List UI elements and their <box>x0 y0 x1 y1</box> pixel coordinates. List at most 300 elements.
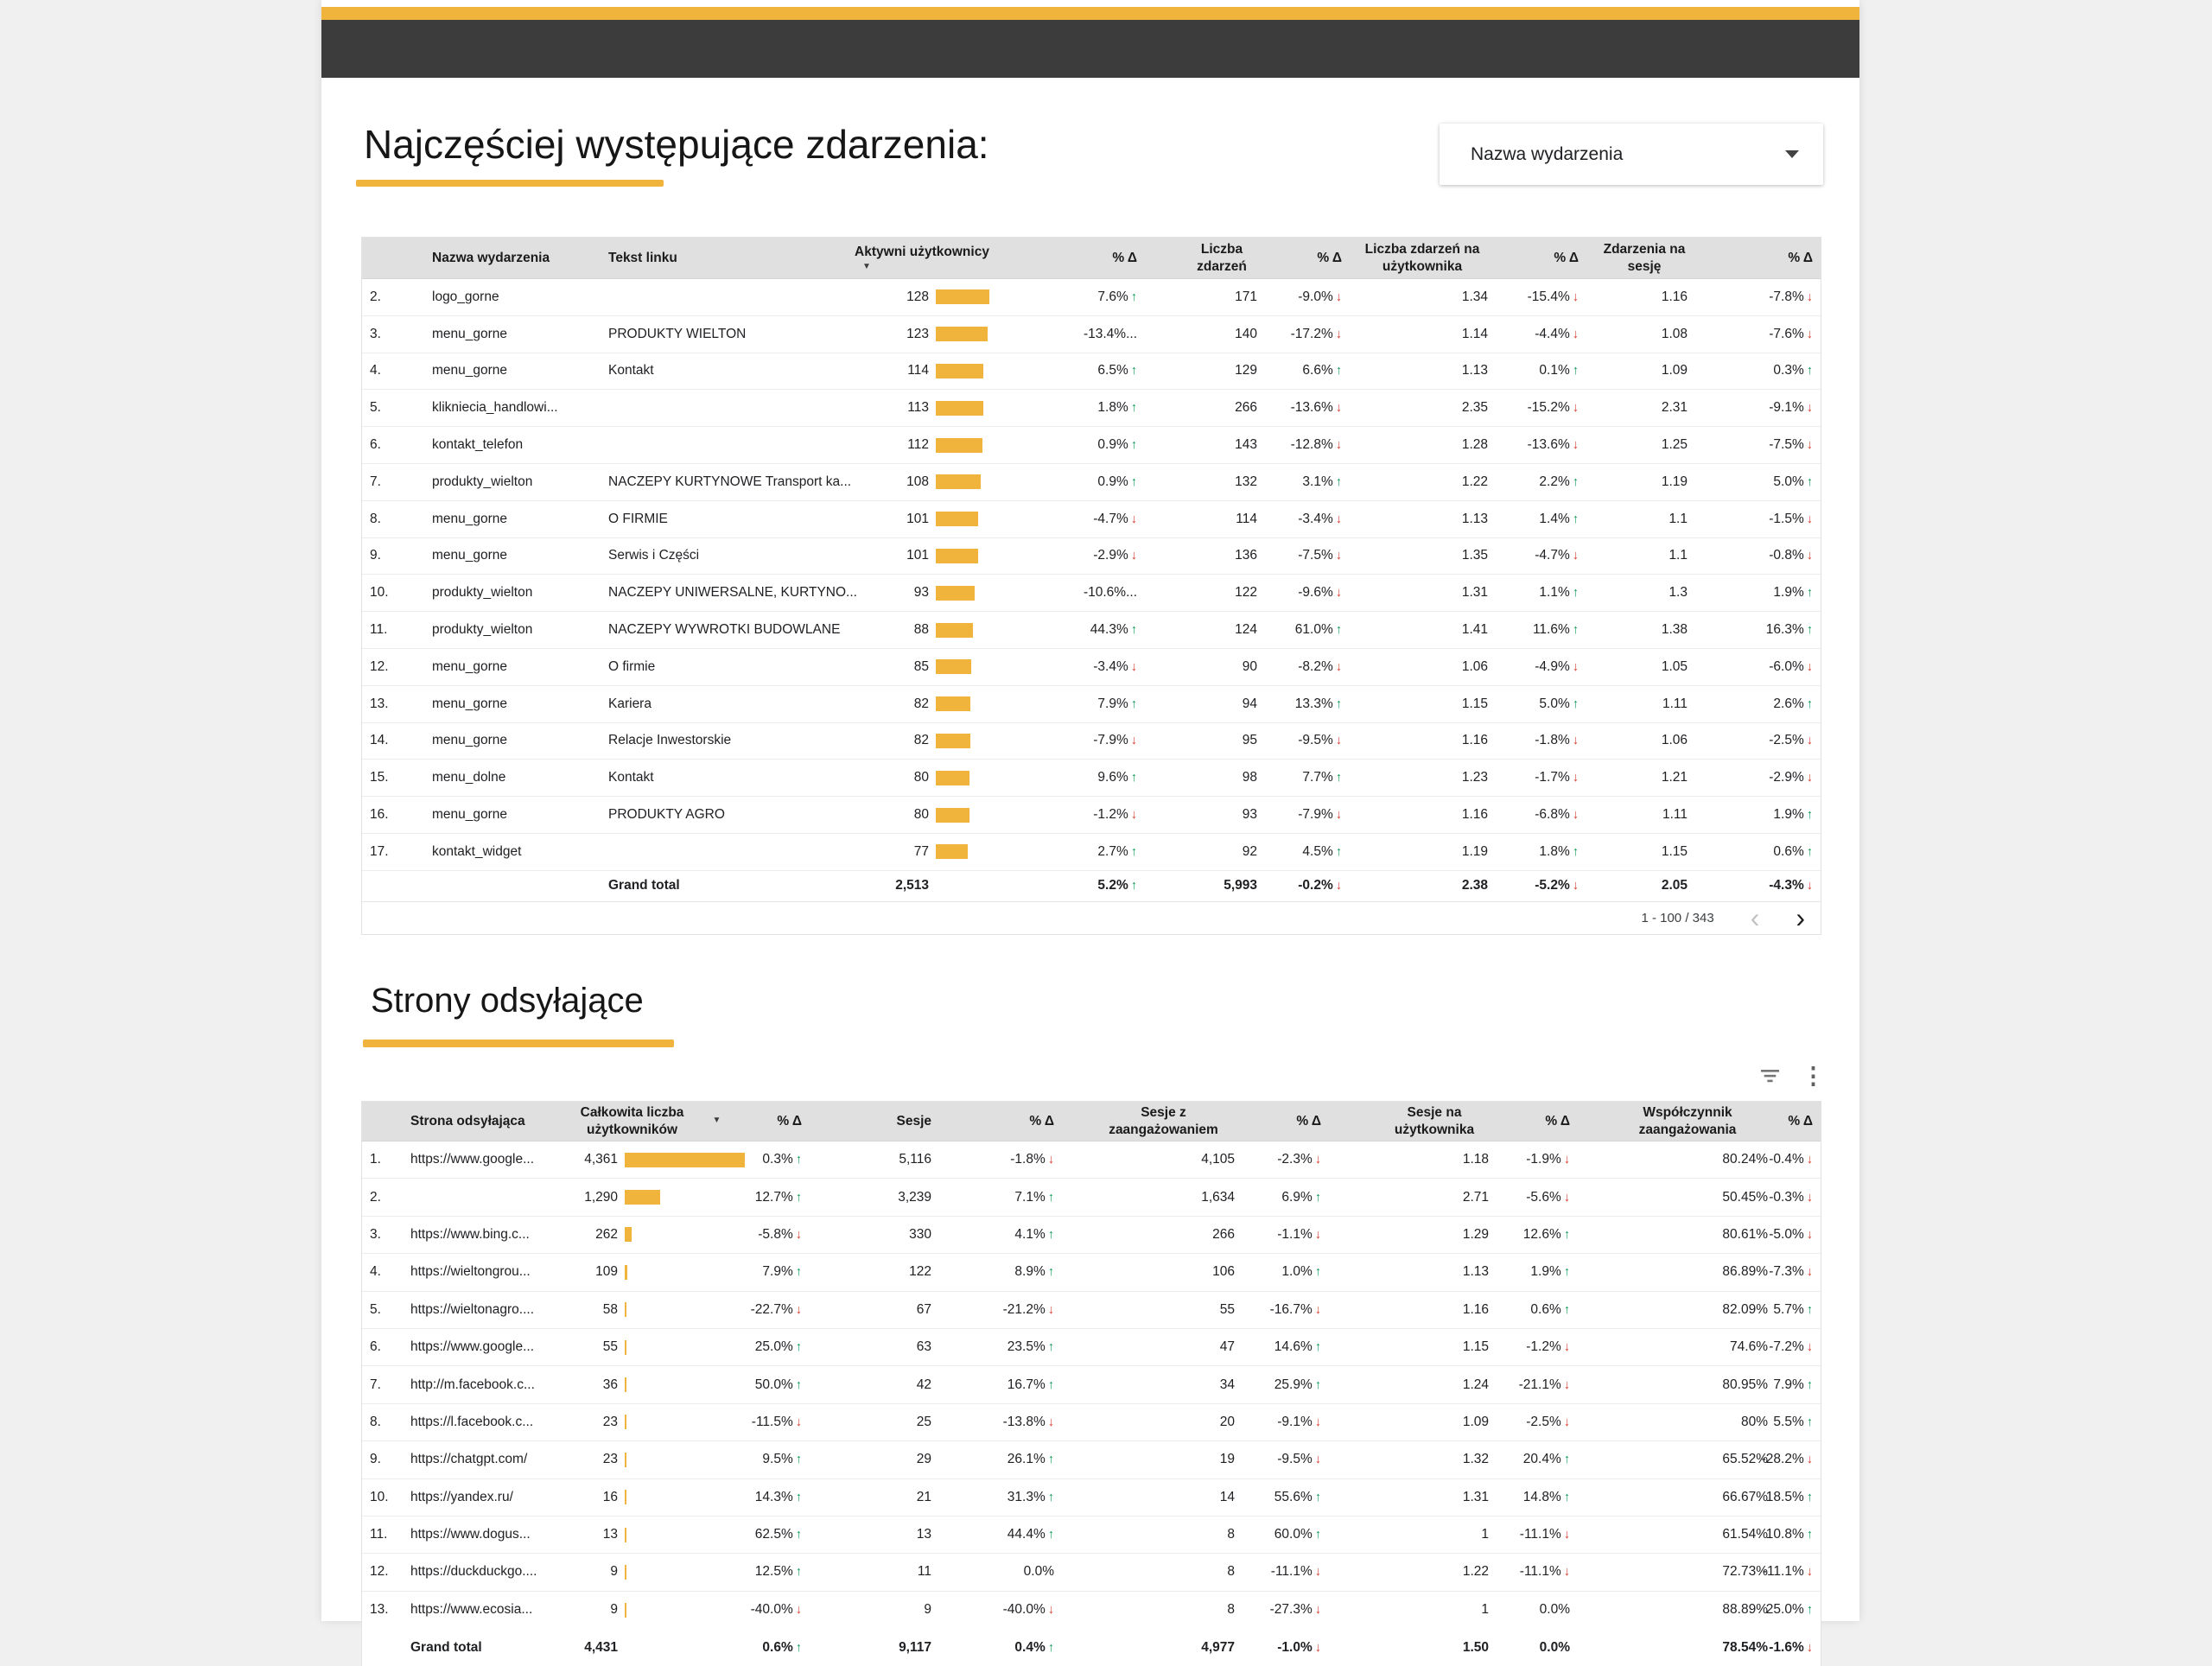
cell-delta-users: -11.5% ↓ <box>751 1414 802 1429</box>
cell-referring-page: Grand total <box>410 1639 482 1655</box>
arrow-up-icon: ↑ <box>1335 474 1342 489</box>
arrow-down-icon: ↓ <box>1314 1415 1321 1429</box>
cell-rank: 10. <box>370 585 389 601</box>
cell-active-users: 113 <box>907 400 929 416</box>
cell-delta-epu: -4.9% ↓ <box>1535 658 1579 674</box>
arrow-down-icon: ↓ <box>1563 1565 1570 1580</box>
header-delta-engaged[interactable]: % Δ <box>1296 1113 1321 1129</box>
cell-delta-epu: 11.6% ↑ <box>1532 622 1579 638</box>
table-row <box>362 797 1821 834</box>
cell-delta-engaged: -16.7% ↓ <box>1269 1301 1321 1317</box>
cell-delta-spu: -11.1% ↓ <box>1519 1564 1570 1580</box>
cell-rank: 14. <box>370 733 389 748</box>
cell-users-bar <box>618 1453 726 1467</box>
cell-delta-sessions: 44.4% ↑ <box>1007 1527 1054 1542</box>
cell-rank: 11. <box>370 622 388 638</box>
value-bar <box>936 734 970 748</box>
cell-delta-rate: 10.8% ↑ <box>1765 1527 1813 1542</box>
arrow-down-icon: ↓ <box>1806 1640 1813 1655</box>
arrow-up-icon: ↑ <box>1047 1227 1054 1242</box>
arrow-up-icon: ↑ <box>1314 1490 1321 1504</box>
cell-delta-eps: 1.9% ↑ <box>1773 807 1813 823</box>
cell-link-text: NACZEPY UNIWERSALNE, KURTYNO... <box>608 585 857 601</box>
pagination-label: 1 - 100 / 343 <box>1641 910 1714 925</box>
cell-link-text: Kariera <box>608 696 652 711</box>
header-delta-epu[interactable]: % Δ <box>1554 250 1579 265</box>
cell-sessions: 330 <box>909 1226 931 1242</box>
value-bar <box>936 512 978 526</box>
cell-active-users: 93 <box>913 585 929 601</box>
cell-total-users: 262 <box>595 1226 618 1242</box>
header-link-text[interactable]: Tekst linku <box>608 250 677 265</box>
cell-delta-events: -9.0% ↓ <box>1298 289 1342 304</box>
cell-rank: 4. <box>370 363 381 378</box>
cell-events-per-user: 1.34 <box>1461 289 1488 304</box>
cell-events-per-user: 1.41 <box>1461 622 1488 638</box>
cell-total-users: 23 <box>602 1452 618 1467</box>
cell-events-per-session: 1.19 <box>1661 474 1688 489</box>
arrow-up-icon: ↑ <box>1335 844 1342 859</box>
cell-link-text: Relacje Inwestorskie <box>608 733 732 748</box>
cell-engaged-sessions: 4,977 <box>1201 1639 1235 1655</box>
cell-delta-users: 12.7% ↑ <box>754 1189 802 1205</box>
cell-delta-rate: -1.6% ↓ <box>1769 1639 1813 1655</box>
arrow-up-icon: ↑ <box>1047 1377 1054 1392</box>
value-bar <box>936 364 983 378</box>
cell-delta-eps: 16.3% ↑ <box>1765 622 1813 638</box>
cell-delta-users: 44.3% ↑ <box>1090 622 1137 638</box>
cell-delta-sessions: 0.4% ↑ <box>1014 1639 1054 1655</box>
cell-delta-users: 1.8% ↑ <box>1097 400 1137 416</box>
table-row <box>362 686 1821 723</box>
arrow-up-icon: ↑ <box>1047 1490 1054 1504</box>
cell-sessions: 42 <box>916 1377 931 1392</box>
arrow-up-icon: ↑ <box>795 1153 802 1167</box>
header-sessions-per-user[interactable]: Sesje na użytkownika <box>1394 1105 1475 1137</box>
pagination-next-icon[interactable]: › <box>1796 902 1805 934</box>
cell-events-per-user: 1.31 <box>1461 585 1488 601</box>
cell-delta-eps: 1.9% ↑ <box>1773 585 1813 601</box>
arrow-down-icon: ↓ <box>1806 1153 1813 1167</box>
table-row <box>362 501 1821 538</box>
cell-delta-events: -3.4% ↓ <box>1298 511 1342 526</box>
arrow-down-icon: ↓ <box>1563 1340 1570 1355</box>
cell-delta-users: 7.9% ↑ <box>762 1264 802 1280</box>
arrow-down-icon: ↓ <box>1806 1565 1813 1580</box>
arrow-up-icon: ↑ <box>795 1340 802 1355</box>
arrow-up-icon: ↑ <box>1563 1490 1570 1504</box>
cell-sessions: 29 <box>916 1452 931 1467</box>
arrow-down-icon: ↓ <box>1806 734 1813 748</box>
cell-events-per-session: 2.05 <box>1661 878 1688 893</box>
arrow-up-icon: ↑ <box>1130 623 1137 638</box>
cell-rank: 1. <box>370 1152 381 1167</box>
arrow-up-icon: ↑ <box>1335 364 1342 378</box>
event-name-filter-dropdown[interactable] <box>1440 124 1823 185</box>
cell-engaged-sessions: 8 <box>1227 1527 1235 1542</box>
arrow-up-icon: ↑ <box>1130 879 1137 893</box>
arrow-up-icon: ↑ <box>795 1265 802 1280</box>
cell-engaged-sessions: 47 <box>1219 1339 1235 1355</box>
cell-event-count: 143 <box>1235 437 1257 453</box>
arrow-down-icon: ↓ <box>1314 1153 1321 1167</box>
cell-delta-engaged: 14.6% ↑ <box>1274 1339 1321 1355</box>
cell-engagement-rate: 50.45% <box>1722 1189 1768 1205</box>
cell-delta-events: -7.9% ↓ <box>1298 807 1342 823</box>
cell-events-per-session: 1.11 <box>1662 696 1688 711</box>
header-delta-rate[interactable]: % Δ <box>1788 1113 1813 1129</box>
cell-event-count: 136 <box>1235 548 1257 563</box>
cell-delta-spu: 0.0% <box>1539 1602 1570 1618</box>
cell-delta-rate: -7.2% ↓ <box>1769 1339 1813 1355</box>
cell-active-users: 128 <box>906 289 929 304</box>
more-options-icon[interactable]: ⋮ <box>1802 1062 1825 1089</box>
cell-delta-users: 9.5% ↑ <box>762 1452 802 1467</box>
arrow-down-icon: ↓ <box>1047 1603 1054 1618</box>
cell-rank: 2. <box>370 1189 381 1205</box>
value-bar <box>625 1377 626 1392</box>
cell-rank: 8. <box>370 1414 381 1429</box>
arrow-down-icon: ↓ <box>1335 549 1342 563</box>
arrow-down-icon: ↓ <box>1130 512 1137 526</box>
cell-delta-events: -8.2% ↓ <box>1298 658 1342 674</box>
cell-total-users: 1,290 <box>584 1189 618 1205</box>
cell-users-bar <box>618 1377 726 1392</box>
cell-engaged-sessions: 8 <box>1227 1602 1235 1618</box>
cell-link-text: Serwis i Części <box>608 548 700 563</box>
cell-users-bar <box>929 696 994 711</box>
cell-sessions-per-user: 1.09 <box>1462 1414 1489 1429</box>
cell-users-bar <box>618 1302 726 1317</box>
cell-events-per-user: 2.38 <box>1461 878 1488 893</box>
arrow-down-icon: ↓ <box>1572 734 1579 748</box>
report-canvas <box>321 0 1859 1655</box>
cell-users-bar <box>618 1565 726 1580</box>
cell-delta-epu: 5.0% ↑ <box>1539 696 1579 711</box>
cell-delta-spu: -5.6% ↓ <box>1526 1189 1570 1205</box>
header-delta-eps[interactable]: % Δ <box>1788 250 1813 265</box>
cell-event-count: 98 <box>1242 770 1257 785</box>
cell-events-per-session: 1.09 <box>1661 363 1688 378</box>
cell-delta-engaged: 55.6% ↑ <box>1274 1489 1321 1504</box>
value-bar <box>625 1528 626 1542</box>
table-row <box>362 390 1821 427</box>
arrow-down-icon: ↓ <box>1563 1415 1570 1429</box>
table-row <box>362 427 1821 464</box>
cell-sessions: 21 <box>916 1489 931 1504</box>
cell-event-count: 93 <box>1242 807 1257 823</box>
cell-delta-engaged: -11.1% ↓ <box>1270 1564 1321 1580</box>
cell-engagement-rate: 88.89% <box>1722 1602 1768 1618</box>
header-delta-sessions[interactable]: % Δ <box>1029 1113 1054 1129</box>
arrow-up-icon: ↑ <box>1047 1640 1054 1655</box>
arrow-down-icon: ↓ <box>1314 1227 1321 1242</box>
cell-total-users: 4,361 <box>584 1152 618 1167</box>
events-table-body <box>362 279 1821 901</box>
cell-users-bar <box>929 549 994 563</box>
cell-engagement-rate: 80.95% <box>1722 1377 1768 1392</box>
cell-delta-spu: 1.9% ↑ <box>1530 1264 1570 1280</box>
cell-delta-users: -22.7% ↓ <box>750 1301 802 1317</box>
arrow-down-icon: ↓ <box>1572 879 1579 893</box>
arrow-up-icon: ↑ <box>1806 586 1813 601</box>
cell-delta-eps: -7.6% ↓ <box>1769 326 1813 341</box>
cell-delta-spu: 14.8% ↑ <box>1522 1489 1570 1504</box>
header-event-count[interactable]: Liczba zdarzeń <box>1197 242 1247 274</box>
events-title-underline <box>356 180 664 187</box>
cell-sessions-per-user: 1.18 <box>1462 1152 1489 1167</box>
cell-referring-page: https://yandex.ru/ <box>410 1489 513 1504</box>
arrow-down-icon: ↓ <box>1563 1153 1570 1167</box>
cell-delta-epu: -4.4% ↓ <box>1535 326 1579 341</box>
table-row <box>362 279 1821 316</box>
cell-engagement-rate: 66.67% <box>1722 1489 1768 1504</box>
arrow-up-icon: ↑ <box>795 1190 802 1205</box>
arrow-down-icon: ↓ <box>1806 512 1813 526</box>
cell-active-users: 80 <box>913 770 929 785</box>
arrow-down-icon: ↓ <box>1314 1302 1321 1317</box>
cell-link-text: O FIRMIE <box>608 511 668 526</box>
cell-active-users: 82 <box>913 696 929 711</box>
cell-sessions-per-user: 1.32 <box>1462 1452 1489 1467</box>
header-delta-spu[interactable]: % Δ <box>1545 1113 1570 1129</box>
cell-link-text: Kontakt <box>608 363 654 378</box>
cell-delta-events: -9.6% ↓ <box>1298 585 1342 601</box>
cell-delta-spu: -2.5% ↓ <box>1526 1414 1570 1429</box>
cell-event-count: 122 <box>1235 585 1257 601</box>
arrow-up-icon: ↑ <box>1314 1265 1321 1280</box>
cell-referring-page: https://www.ecosia... <box>410 1602 533 1618</box>
cell-rank: 7. <box>370 474 381 489</box>
cell-events-per-user: 1.23 <box>1461 770 1488 785</box>
cell-delta-spu: -11.1% ↓ <box>1519 1527 1570 1542</box>
cell-sessions: 122 <box>909 1264 931 1280</box>
value-bar <box>625 1340 626 1355</box>
cell-delta-engaged: 25.9% ↑ <box>1274 1377 1321 1392</box>
cell-engaged-sessions: 19 <box>1219 1452 1235 1467</box>
table-row <box>362 760 1821 797</box>
arrow-up-icon: ↑ <box>795 1640 802 1655</box>
cell-users-bar <box>929 808 994 823</box>
header-delta-events[interactable]: % Δ <box>1317 250 1342 265</box>
cell-engagement-rate: 80.24% <box>1722 1152 1768 1167</box>
cell-engagement-rate: 65.52% <box>1722 1452 1768 1467</box>
table-row <box>362 1404 1821 1441</box>
sort-desc-icon: ▼ <box>862 261 871 271</box>
header-engagement-rate[interactable]: Współczynnik zaangażowania <box>1638 1105 1737 1137</box>
cell-event-count: 94 <box>1242 696 1257 711</box>
cell-delta-epu: 1.8% ↑ <box>1539 843 1579 859</box>
cell-event-name: menu_dolne <box>432 770 506 785</box>
arrow-up-icon: ↑ <box>1335 771 1342 785</box>
cell-engaged-sessions: 34 <box>1219 1377 1235 1392</box>
header-active-users-sorted[interactable]: Aktywni użytkownicy ▼ <box>850 244 994 273</box>
arrow-up-icon: ↑ <box>1563 1453 1570 1467</box>
arrow-down-icon: ↓ <box>1572 549 1579 563</box>
cell-event-name: menu_gorne <box>432 696 508 711</box>
arrow-down-icon: ↓ <box>1572 401 1579 416</box>
referrers-table-toolbar <box>1730 1061 1825 1091</box>
cell-delta-events: 3.1% ↑ <box>1302 474 1342 489</box>
cell-engaged-sessions: 55 <box>1219 1301 1235 1317</box>
cell-sessions: 67 <box>916 1301 931 1317</box>
arrow-down-icon: ↓ <box>1806 1265 1813 1280</box>
filter-icon[interactable] <box>1761 1070 1779 1083</box>
cell-engagement-rate: 78.54% <box>1722 1639 1768 1655</box>
cell-event-name: produkty_wielton <box>432 474 533 489</box>
cell-events-per-session: 1.06 <box>1661 733 1688 748</box>
value-bar <box>936 844 968 859</box>
cell-delta-rate: -5.0% ↓ <box>1769 1226 1813 1242</box>
arrow-down-icon: ↓ <box>1572 438 1579 453</box>
cell-active-users: 114 <box>907 363 929 378</box>
pagination-prev-icon[interactable]: ‹ <box>1750 902 1760 934</box>
arrow-up-icon: ↑ <box>1806 474 1813 489</box>
pagination-bar <box>362 901 1821 934</box>
cell-referring-page: https://duckduckgo.... <box>410 1564 537 1580</box>
arrow-down-icon: ↓ <box>1806 771 1813 785</box>
arrow-up-icon: ↑ <box>1572 474 1579 489</box>
cell-rank: 13. <box>370 1602 389 1618</box>
arrow-up-icon: ↑ <box>1572 696 1579 711</box>
header-sessions[interactable]: Sesje <box>896 1113 931 1129</box>
table-row <box>362 1329 1821 1366</box>
cell-event-count: 171 <box>1235 289 1257 304</box>
cell-delta-epu: -1.8% ↓ <box>1535 733 1579 748</box>
cell-rank: 15. <box>370 770 389 785</box>
cell-events-per-session: 1.21 <box>1661 770 1688 785</box>
value-bar <box>625 1453 626 1467</box>
header-referring-page[interactable]: Strona odsyłająca <box>410 1113 525 1129</box>
cell-rank: 5. <box>370 1301 381 1317</box>
cell-delta-sessions: 7.1% ↑ <box>1014 1189 1054 1205</box>
cell-total-users: 58 <box>602 1301 618 1317</box>
header-engaged-sessions[interactable]: Sesje z zaangażowaniem <box>1109 1105 1218 1137</box>
cell-referring-page: http://m.facebook.c... <box>410 1377 535 1392</box>
arrow-up-icon: ↑ <box>1806 1603 1813 1618</box>
dark-header-bar <box>321 20 1859 78</box>
cell-delta-rate: 25.0% ↑ <box>1765 1602 1813 1618</box>
cell-delta-users: 5.2% ↑ <box>1097 878 1137 893</box>
cell-referring-page: https://www.google... <box>410 1152 535 1167</box>
cell-engagement-rate: 74.6% <box>1730 1339 1768 1355</box>
cell-sessions-per-user: 1.31 <box>1462 1489 1489 1504</box>
cell-delta-rate: 18.5% ↑ <box>1765 1489 1813 1504</box>
cell-events-per-session: 2.31 <box>1661 400 1688 416</box>
arrow-up-icon: ↑ <box>795 1565 802 1580</box>
cell-delta-epu: -6.8% ↓ <box>1535 807 1579 823</box>
table-row <box>362 353 1821 391</box>
accent-top-bar <box>321 7 1859 20</box>
cell-rank: 9. <box>370 1452 381 1467</box>
cell-active-users: 112 <box>907 437 929 453</box>
cell-users-bar <box>929 844 994 859</box>
cell-delta-engaged: 1.0% ↑ <box>1281 1264 1321 1280</box>
cell-delta-users: 0.9% ↑ <box>1097 474 1137 489</box>
cell-users-bar <box>618 1190 726 1205</box>
cell-total-users: 109 <box>595 1264 618 1280</box>
cell-sessions-per-user: 1.13 <box>1462 1264 1489 1280</box>
cell-delta-sessions: 4.1% ↑ <box>1014 1226 1054 1242</box>
header-delta-users[interactable]: % Δ <box>777 1113 802 1129</box>
cell-event-count: 5,993 <box>1224 878 1257 893</box>
header-event-name[interactable]: Nazwa wydarzenia <box>432 250 550 265</box>
arrow-down-icon: ↓ <box>1806 438 1813 453</box>
cell-events-per-user: 1.15 <box>1461 696 1488 711</box>
value-bar <box>625 1190 660 1205</box>
header-total-users-sorted[interactable]: Całkowita liczba użytkowników ▼ <box>580 1105 721 1137</box>
cell-rank: 6. <box>370 1339 381 1355</box>
arrow-down-icon: ↓ <box>1572 659 1579 674</box>
arrow-up-icon: ↑ <box>1047 1190 1054 1205</box>
cell-link-text: PRODUKTY WIELTON <box>608 326 747 341</box>
cell-delta-sessions: 26.1% ↑ <box>1007 1452 1054 1467</box>
cell-delta-users: 6.5% ↑ <box>1097 363 1137 378</box>
cell-engaged-sessions: 4,105 <box>1201 1152 1235 1167</box>
cell-users-bar <box>929 659 994 674</box>
cell-users-bar <box>929 512 994 526</box>
arrow-down-icon: ↓ <box>1572 771 1579 785</box>
cell-delta-rate: -0.4% ↓ <box>1769 1152 1813 1167</box>
cell-events-per-session: 1.05 <box>1661 658 1688 674</box>
arrow-up-icon: ↑ <box>1572 623 1579 638</box>
header-delta-users[interactable]: % Δ <box>1112 250 1137 265</box>
arrow-up-icon: ↑ <box>1806 1415 1813 1429</box>
events-table <box>361 237 1821 935</box>
cell-rank: 8. <box>370 511 381 526</box>
cell-events-per-session: 1.3 <box>1669 585 1688 601</box>
cell-event-name: menu_gorne <box>432 363 508 378</box>
value-bar <box>625 1415 626 1429</box>
arrow-up-icon: ↑ <box>1335 623 1342 638</box>
header-events-per-session[interactable]: Zdarzenia na sesję <box>1603 242 1686 274</box>
cell-events-per-user: 1.16 <box>1461 807 1488 823</box>
cell-events-per-user: 1.19 <box>1461 843 1488 859</box>
value-bar <box>936 696 970 711</box>
arrow-down-icon: ↓ <box>1335 289 1342 304</box>
cell-delta-eps: 5.0% ↑ <box>1773 474 1813 489</box>
cell-event-name: menu_gorne <box>432 511 508 526</box>
cell-users-bar <box>618 1528 726 1542</box>
cell-delta-eps: -0.8% ↓ <box>1769 548 1813 563</box>
arrow-down-icon: ↓ <box>1806 1453 1813 1467</box>
cell-engaged-sessions: 8 <box>1227 1564 1235 1580</box>
arrow-down-icon: ↓ <box>1130 549 1137 563</box>
cell-delta-users: -5.8% ↓ <box>758 1226 802 1242</box>
cell-users-bar <box>929 734 994 748</box>
cell-sessions-per-user: 2.71 <box>1462 1189 1489 1205</box>
value-bar <box>936 623 973 638</box>
cell-event-count: 95 <box>1242 733 1257 748</box>
cell-events-per-user: 1.06 <box>1461 658 1488 674</box>
table-row <box>362 1366 1821 1403</box>
header-events-per-user[interactable]: Liczba zdarzeń na użytkownika <box>1364 242 1480 274</box>
table-row <box>362 834 1821 871</box>
arrow-down-icon: ↓ <box>1314 1565 1321 1580</box>
cell-delta-epu: -4.7% ↓ <box>1535 548 1579 563</box>
arrow-up-icon: ↑ <box>1130 364 1137 378</box>
cell-delta-events: 4.5% ↑ <box>1302 843 1342 859</box>
referrers-table-body <box>362 1141 1821 1666</box>
cell-delta-spu: -1.9% ↓ <box>1526 1152 1570 1167</box>
value-bar <box>936 289 989 304</box>
cell-engaged-sessions: 14 <box>1219 1489 1235 1504</box>
cell-event-count: 266 <box>1235 400 1257 416</box>
cell-event-count: 129 <box>1235 363 1257 378</box>
cell-delta-engaged: -1.0% ↓ <box>1277 1639 1321 1655</box>
cell-delta-users: -4.7% ↓ <box>1093 511 1137 526</box>
cell-delta-events: -12.8% ↓ <box>1290 437 1342 453</box>
